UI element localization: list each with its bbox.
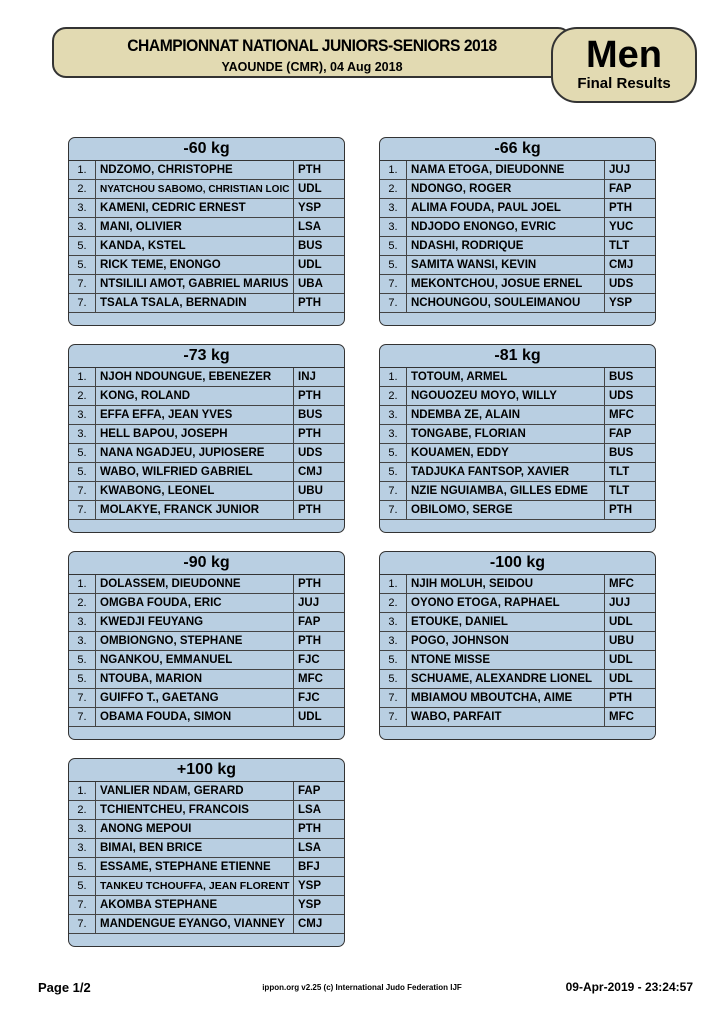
club-code: TLT bbox=[605, 463, 656, 482]
club-code: PTH bbox=[294, 632, 345, 651]
table-row bbox=[69, 275, 344, 294]
rank-cell: 2. bbox=[69, 387, 96, 406]
rank-cell: 3. bbox=[380, 218, 407, 237]
table-row bbox=[69, 237, 344, 256]
athlete-name: KAMENI, CEDRIC ERNEST bbox=[96, 199, 294, 218]
category-title: +100 kg bbox=[69, 759, 344, 782]
results-table bbox=[380, 368, 655, 520]
table-row bbox=[69, 368, 344, 387]
club-code: CMJ bbox=[294, 463, 345, 482]
club-code: MFC bbox=[605, 575, 656, 594]
table-row bbox=[380, 387, 655, 406]
rank-cell: 3. bbox=[69, 820, 96, 839]
athlete-name: OBILOMO, SERGE bbox=[407, 501, 605, 520]
rank-cell: 3. bbox=[69, 613, 96, 632]
club-code: UDL bbox=[294, 256, 345, 275]
category-footer bbox=[380, 313, 655, 325]
category-footer bbox=[69, 313, 344, 325]
category-footer bbox=[69, 727, 344, 739]
table-row bbox=[69, 387, 344, 406]
rank-cell: 1. bbox=[380, 161, 407, 180]
category-footer bbox=[69, 934, 344, 946]
rank-cell: 7. bbox=[380, 501, 407, 520]
athlete-name: NJIH MOLUH, SEIDOU bbox=[407, 575, 605, 594]
athlete-name: NTSILILI AMOT, GABRIEL MARIUS bbox=[96, 275, 294, 294]
club-code: FAP bbox=[294, 613, 345, 632]
table-row bbox=[69, 161, 344, 180]
table-row bbox=[380, 670, 655, 689]
rank-cell: 2. bbox=[380, 594, 407, 613]
print-timestamp: 09-Apr-2019 - 23:24:57 bbox=[565, 980, 693, 994]
table-row bbox=[380, 180, 655, 199]
results-table bbox=[380, 575, 655, 727]
athlete-name: NYATCHOU SABOMO, CHRISTIAN LOIC bbox=[96, 180, 294, 199]
table-row bbox=[380, 199, 655, 218]
athlete-name: VANLIER NDAM, GERARD bbox=[96, 782, 294, 801]
athlete-name: MANDENGUE EYANGO, VIANNEY bbox=[96, 915, 294, 934]
rank-cell: 5. bbox=[69, 858, 96, 877]
club-code: UDL bbox=[605, 651, 656, 670]
rank-cell: 5. bbox=[69, 256, 96, 275]
athlete-name: SAMITA WANSI, KEVIN bbox=[407, 256, 605, 275]
rank-cell: 3. bbox=[380, 406, 407, 425]
rank-cell: 7. bbox=[380, 708, 407, 727]
table-row bbox=[380, 463, 655, 482]
athlete-name: NGANKOU, EMMANUEL bbox=[96, 651, 294, 670]
athlete-name: NANA NGADJEU, JUPIOSERE bbox=[96, 444, 294, 463]
club-code: UBU bbox=[294, 482, 345, 501]
rank-cell: 5. bbox=[69, 463, 96, 482]
table-row bbox=[380, 482, 655, 501]
club-code: PTH bbox=[294, 294, 345, 313]
athlete-name: TCHIENTCHEU, FRANCOIS bbox=[96, 801, 294, 820]
club-code: JUJ bbox=[294, 594, 345, 613]
table-row bbox=[380, 368, 655, 387]
club-code: MFC bbox=[605, 406, 656, 425]
club-code: JUJ bbox=[605, 161, 656, 180]
rank-cell: 2. bbox=[69, 801, 96, 820]
table-row bbox=[69, 256, 344, 275]
rank-cell: 5. bbox=[380, 670, 407, 689]
rank-cell: 7. bbox=[69, 896, 96, 915]
rank-cell: 3. bbox=[69, 425, 96, 444]
club-code: UBA bbox=[294, 275, 345, 294]
rank-cell: 5. bbox=[380, 237, 407, 256]
gender-badge bbox=[551, 27, 697, 103]
club-code: FAP bbox=[605, 425, 656, 444]
club-code: TLT bbox=[605, 237, 656, 256]
athlete-name: MBIAMOU MBOUTCHA, AIME bbox=[407, 689, 605, 708]
category-table bbox=[379, 137, 656, 326]
table-row bbox=[69, 858, 344, 877]
athlete-name: KANDA, KSTEL bbox=[96, 237, 294, 256]
table-row bbox=[69, 839, 344, 858]
club-code: BUS bbox=[294, 237, 345, 256]
club-code: CMJ bbox=[605, 256, 656, 275]
club-code: UDL bbox=[294, 180, 345, 199]
club-code: LSA bbox=[294, 839, 345, 858]
category-table bbox=[68, 344, 345, 533]
club-code: CMJ bbox=[294, 915, 345, 934]
category-title: -100 kg bbox=[380, 552, 655, 575]
athlete-name: NTONE MISSE bbox=[407, 651, 605, 670]
table-row bbox=[380, 689, 655, 708]
table-row bbox=[380, 425, 655, 444]
rank-cell: 1. bbox=[69, 575, 96, 594]
rank-cell: 7. bbox=[69, 482, 96, 501]
table-row bbox=[69, 218, 344, 237]
table-row bbox=[69, 482, 344, 501]
rank-cell: 7. bbox=[69, 501, 96, 520]
rank-cell: 1. bbox=[69, 368, 96, 387]
athlete-name: AKOMBA STEPHANE bbox=[96, 896, 294, 915]
athlete-name: OMGBA FOUDA, ERIC bbox=[96, 594, 294, 613]
rank-cell: 7. bbox=[380, 689, 407, 708]
athlete-name: OBAMA FOUDA, SIMON bbox=[96, 708, 294, 727]
category-title: -60 kg bbox=[69, 138, 344, 161]
athlete-name: OYONO ETOGA, RAPHAEL bbox=[407, 594, 605, 613]
category-table bbox=[68, 551, 345, 740]
club-code: UDL bbox=[605, 613, 656, 632]
club-code: PTH bbox=[294, 425, 345, 444]
athlete-name: KWABONG, LEONEL bbox=[96, 482, 294, 501]
table-row bbox=[380, 651, 655, 670]
rank-cell: 7. bbox=[69, 294, 96, 313]
club-code: UDS bbox=[294, 444, 345, 463]
table-row bbox=[380, 256, 655, 275]
category-table bbox=[68, 758, 345, 947]
club-code: MFC bbox=[294, 670, 345, 689]
rank-cell: 1. bbox=[380, 368, 407, 387]
table-row bbox=[69, 915, 344, 934]
club-code: PTH bbox=[294, 820, 345, 839]
footer-credit: ippon.org v2.25 (c) International Judo Federation IJF bbox=[262, 983, 462, 992]
athlete-name: NCHOUNGOU, SOULEIMANOU bbox=[407, 294, 605, 313]
club-code: PTH bbox=[605, 199, 656, 218]
club-code: PTH bbox=[605, 501, 656, 520]
rank-cell: 3. bbox=[69, 839, 96, 858]
rank-cell: 5. bbox=[69, 444, 96, 463]
category-footer bbox=[69, 520, 344, 532]
athlete-name: KWEDJI FEUYANG bbox=[96, 613, 294, 632]
athlete-name: MOLAKYE, FRANCK JUNIOR bbox=[96, 501, 294, 520]
athlete-name: TSALA TSALA, BERNADIN bbox=[96, 294, 294, 313]
athlete-name: HELL BAPOU, JOSEPH bbox=[96, 425, 294, 444]
club-code: YSP bbox=[294, 199, 345, 218]
athlete-name: NDASHI, RODRIQUE bbox=[407, 237, 605, 256]
table-row bbox=[69, 199, 344, 218]
club-code: YSP bbox=[294, 896, 345, 915]
club-code: MFC bbox=[605, 708, 656, 727]
athlete-name: ESSAME, STEPHANE ETIENNE bbox=[96, 858, 294, 877]
athlete-name: BIMAI, BEN BRICE bbox=[96, 839, 294, 858]
athlete-name: ALIMA FOUDA, PAUL JOEL bbox=[407, 199, 605, 218]
page-number: Page 1/2 bbox=[38, 980, 91, 995]
table-row bbox=[69, 651, 344, 670]
rank-cell: 3. bbox=[69, 406, 96, 425]
club-code: UDS bbox=[605, 275, 656, 294]
table-row bbox=[380, 218, 655, 237]
club-code: YUC bbox=[605, 218, 656, 237]
table-row bbox=[380, 275, 655, 294]
athlete-name: MEKONTCHOU, JOSUE ERNEL bbox=[407, 275, 605, 294]
rank-cell: 5. bbox=[380, 651, 407, 670]
rank-cell: 3. bbox=[69, 199, 96, 218]
table-row bbox=[69, 444, 344, 463]
rank-cell: 3. bbox=[380, 199, 407, 218]
document-header bbox=[52, 27, 572, 78]
athlete-name: KOUAMEN, EDDY bbox=[407, 444, 605, 463]
club-code: FJC bbox=[294, 689, 345, 708]
rank-cell: 3. bbox=[380, 425, 407, 444]
club-code: YSP bbox=[605, 294, 656, 313]
category-table bbox=[379, 551, 656, 740]
rank-cell: 7. bbox=[69, 708, 96, 727]
athlete-name: SCHUAME, ALEXANDRE LIONEL bbox=[407, 670, 605, 689]
athlete-name: OMBIONGNO, STEPHANE bbox=[96, 632, 294, 651]
club-code: BFJ bbox=[294, 858, 345, 877]
rank-cell: 1. bbox=[69, 782, 96, 801]
table-row bbox=[69, 180, 344, 199]
rank-cell: 7. bbox=[69, 689, 96, 708]
table-row bbox=[69, 632, 344, 651]
rank-cell: 5. bbox=[380, 463, 407, 482]
table-row bbox=[380, 632, 655, 651]
rank-cell: 2. bbox=[380, 180, 407, 199]
athlete-name: RICK TEME, ENONGO bbox=[96, 256, 294, 275]
rank-cell: 7. bbox=[69, 275, 96, 294]
club-code: INJ bbox=[294, 368, 345, 387]
club-code: BUS bbox=[605, 368, 656, 387]
table-row bbox=[69, 896, 344, 915]
results-label: Final Results bbox=[577, 75, 671, 92]
athlete-name: NGOUOZEU MOYO, WILLY bbox=[407, 387, 605, 406]
club-code: FAP bbox=[605, 180, 656, 199]
athlete-name: WABO, PARFAIT bbox=[407, 708, 605, 727]
category-footer bbox=[380, 520, 655, 532]
category-title: -73 kg bbox=[69, 345, 344, 368]
results-table bbox=[69, 368, 344, 520]
rank-cell: 5. bbox=[69, 670, 96, 689]
rank-cell: 1. bbox=[69, 161, 96, 180]
club-code: YSP bbox=[294, 877, 345, 896]
table-row bbox=[380, 501, 655, 520]
table-row bbox=[69, 782, 344, 801]
table-row bbox=[380, 406, 655, 425]
athlete-name: TOTOUM, ARMEL bbox=[407, 368, 605, 387]
athlete-name: DOLASSEM, DIEUDONNE bbox=[96, 575, 294, 594]
table-row bbox=[69, 708, 344, 727]
athlete-name: NTOUBA, MARION bbox=[96, 670, 294, 689]
table-row bbox=[69, 575, 344, 594]
table-row bbox=[380, 444, 655, 463]
rank-cell: 3. bbox=[380, 613, 407, 632]
athlete-name: WABO, WILFRIED GABRIEL bbox=[96, 463, 294, 482]
category-title: -66 kg bbox=[380, 138, 655, 161]
table-row bbox=[380, 237, 655, 256]
club-code: FJC bbox=[294, 651, 345, 670]
table-row bbox=[69, 425, 344, 444]
gender-label: Men bbox=[586, 34, 662, 76]
table-row bbox=[69, 463, 344, 482]
table-row bbox=[380, 575, 655, 594]
category-table bbox=[68, 137, 345, 326]
category-title: -90 kg bbox=[69, 552, 344, 575]
athlete-name: NDJODO ENONGO, EVRIC bbox=[407, 218, 605, 237]
table-row bbox=[69, 689, 344, 708]
athlete-name: NAMA ETOGA, DIEUDONNE bbox=[407, 161, 605, 180]
athlete-name: ETOUKE, DANIEL bbox=[407, 613, 605, 632]
athlete-name: MANI, OLIVIER bbox=[96, 218, 294, 237]
rank-cell: 2. bbox=[69, 594, 96, 613]
results-table bbox=[69, 161, 344, 313]
rank-cell: 3. bbox=[69, 218, 96, 237]
table-row bbox=[69, 801, 344, 820]
table-row bbox=[380, 708, 655, 727]
rank-cell: 3. bbox=[69, 632, 96, 651]
category-title: -81 kg bbox=[380, 345, 655, 368]
athlete-name: GUIFFO T., GAETANG bbox=[96, 689, 294, 708]
club-code: PTH bbox=[294, 575, 345, 594]
athlete-name: ANONG MEPOUI bbox=[96, 820, 294, 839]
rank-cell: 5. bbox=[69, 237, 96, 256]
rank-cell: 7. bbox=[380, 482, 407, 501]
club-code: FAP bbox=[294, 782, 345, 801]
category-footer bbox=[380, 727, 655, 739]
results-table bbox=[69, 575, 344, 727]
club-code: LSA bbox=[294, 218, 345, 237]
document-subtitle: YAOUNDE (CMR), 04 Aug 2018 bbox=[221, 60, 403, 74]
document-title: CHAMPIONNAT NATIONAL JUNIORS-SENIORS 2018 bbox=[127, 36, 497, 55]
rank-cell: 1. bbox=[380, 575, 407, 594]
table-row bbox=[69, 613, 344, 632]
athlete-name: NZIE NGUIAMBA, GILLES EDME bbox=[407, 482, 605, 501]
club-code: PTH bbox=[294, 387, 345, 406]
club-code: UDL bbox=[605, 670, 656, 689]
athlete-name: NJOH NDOUNGUE, EBENEZER bbox=[96, 368, 294, 387]
club-code: PTH bbox=[294, 161, 345, 180]
category-table bbox=[379, 344, 656, 533]
table-row bbox=[69, 877, 344, 896]
athlete-name: NDEMBA ZE, ALAIN bbox=[407, 406, 605, 425]
club-code: PTH bbox=[605, 689, 656, 708]
table-row bbox=[380, 161, 655, 180]
table-row bbox=[69, 406, 344, 425]
table-row bbox=[380, 594, 655, 613]
athlete-name: EFFA EFFA, JEAN YVES bbox=[96, 406, 294, 425]
rank-cell: 3. bbox=[380, 632, 407, 651]
club-code: BUS bbox=[294, 406, 345, 425]
club-code: BUS bbox=[605, 444, 656, 463]
club-code: UBU bbox=[605, 632, 656, 651]
athlete-name: TANKEU TCHOUFFA, JEAN FLORENT bbox=[96, 877, 294, 896]
rank-cell: 7. bbox=[380, 275, 407, 294]
athlete-name: NDONGO, ROGER bbox=[407, 180, 605, 199]
rank-cell: 5. bbox=[380, 256, 407, 275]
table-row bbox=[69, 670, 344, 689]
athlete-name: KONG, ROLAND bbox=[96, 387, 294, 406]
table-row bbox=[69, 294, 344, 313]
table-row bbox=[69, 501, 344, 520]
rank-cell: 5. bbox=[69, 651, 96, 670]
rank-cell: 7. bbox=[69, 915, 96, 934]
athlete-name: TADJUKA FANTSOP, XAVIER bbox=[407, 463, 605, 482]
results-table bbox=[69, 782, 344, 934]
athlete-name: NDZOMO, CHRISTOPHE bbox=[96, 161, 294, 180]
table-row bbox=[69, 594, 344, 613]
table-row bbox=[380, 613, 655, 632]
club-code: PTH bbox=[294, 501, 345, 520]
rank-cell: 5. bbox=[69, 877, 96, 896]
athlete-name: POGO, JOHNSON bbox=[407, 632, 605, 651]
club-code: TLT bbox=[605, 482, 656, 501]
club-code: UDS bbox=[605, 387, 656, 406]
rank-cell: 7. bbox=[380, 294, 407, 313]
club-code: UDL bbox=[294, 708, 345, 727]
club-code: JUJ bbox=[605, 594, 656, 613]
athlete-name: TONGABE, FLORIAN bbox=[407, 425, 605, 444]
rank-cell: 2. bbox=[69, 180, 96, 199]
rank-cell: 5. bbox=[380, 444, 407, 463]
table-row bbox=[380, 294, 655, 313]
rank-cell: 2. bbox=[380, 387, 407, 406]
table-row bbox=[69, 820, 344, 839]
results-table bbox=[380, 161, 655, 313]
club-code: LSA bbox=[294, 801, 345, 820]
